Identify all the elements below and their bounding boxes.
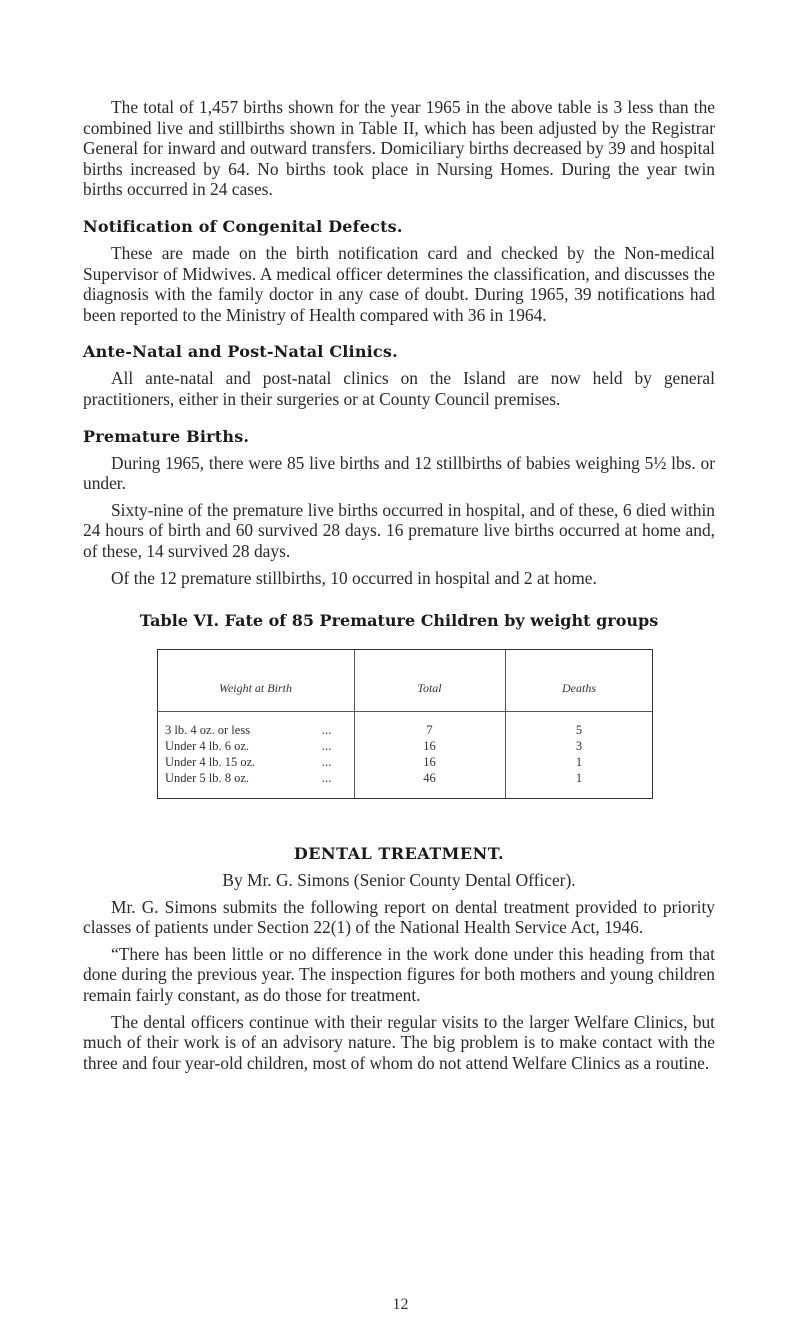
premature-paragraph-2: Sixty-nine of the premature live births occurred in hospital, and of these, 6 died within 24 hours of birth and 60 survived 28 days. 16 premature live births occurred at home and, of these, 14 survived 28 days.: [83, 499, 715, 561]
cell-weight: Under 4 lb. 15 oz.: [165, 755, 256, 770]
cell-weight: Under 4 lb. 6 oz.: [165, 739, 250, 754]
cell-total: 46: [423, 771, 436, 786]
dental-title: DENTAL TREATMENT.: [293, 844, 505, 864]
dental-paragraph-2: “There has been little or no difference in the work done under this heading from that done during the previous year. The inspection figures for both mothers and young children remain fairly constant, as do those for treatment.: [83, 943, 715, 1006]
cell-deaths: 1: [575, 755, 583, 770]
cell-total: 7: [426, 723, 433, 738]
cell-total: 16: [423, 739, 436, 754]
premature-paragraph-3: Of the 12 premature stillbirths, 10 occurred in hospital and 2 at home.: [111, 567, 597, 588]
cell-dots: ...: [322, 771, 332, 786]
table-row: [157, 739, 653, 755]
cell-deaths: 5: [575, 723, 583, 738]
premature-table: [157, 649, 653, 799]
header-deaths: Deaths: [562, 681, 596, 696]
dental-paragraph-3: The dental officers continue with their regular visits to the larger Welfare Clinics, but much of their work is of an advisory nature. The big problem is to make contact with the three and four year-old children, most of whom do not attend Welfare Clinics as a routine.: [83, 1011, 715, 1073]
clinics-heading: Ante-Natal and Post-Natal Clinics.: [83, 342, 398, 362]
premature-paragraph-1: During 1965, there were 85 live births and 12 stillbirths of babies weighing 5½ lbs. or under.: [83, 452, 715, 494]
table-title: Table VI. Fate of 85 Premature Children by weight groups: [139, 611, 659, 631]
page-number: 12: [392, 1296, 409, 1313]
table-row: [157, 771, 653, 787]
cell-deaths: 3: [575, 739, 583, 754]
cell-total: 16: [423, 755, 436, 770]
congenital-paragraph: These are made on the birth notification card and checked by the Non-medical Supervisor of Midwives. A medical officer determines the classification, and discusses the diagnosis with the family doctor in any case of doubt. During 1965, 39 notifications had been reported to the Ministry of Health compared with 36 in 1964.: [83, 242, 715, 325]
dental-byline: By Mr. G. Simons (Senior County Dental Officer).: [222, 870, 576, 891]
premature-heading: Premature Births.: [83, 426, 250, 446]
cell-dots: ...: [322, 739, 332, 754]
table-row: [157, 755, 653, 771]
cell-deaths: 1: [575, 771, 583, 786]
congenital-heading: Notification of Congenital Defects.: [83, 216, 403, 236]
table-body: [157, 723, 653, 787]
births-paragraph: The total of 1,457 births shown for the year 1965 in the above table is 3 less than the combined live and stillbirths shown in Table II, which has been adjusted by the Registrar General for inward and outward transfers. Domiciliary births decreased by 39 and hospital births increased by 64. No births took place in Nursing Homes. During the year twin births occurred in 24 cases.: [83, 97, 715, 200]
header-weight: Weight at Birth: [219, 681, 292, 696]
header-total: Total: [417, 681, 442, 696]
table-header-rule: [157, 711, 653, 712]
table-row: [157, 723, 653, 739]
cell-weight: 3 lb. 4 oz. or less: [165, 723, 251, 738]
cell-weight: Under 5 lb. 8 oz.: [165, 771, 250, 786]
dental-paragraph-1: Mr. G. Simons submits the following report on dental treatment provided to priority classes of patients under Section 22(1) of the National Health Service Act, 1946.: [83, 896, 715, 938]
cell-dots: ...: [322, 723, 332, 738]
cell-dots: ...: [322, 755, 332, 770]
clinics-paragraph: All ante-natal and post-natal clinics on the Island are now held by general practitioners, either in their surgeries or at County Council premises.: [83, 368, 715, 409]
document-page: [83, 97, 715, 1073]
